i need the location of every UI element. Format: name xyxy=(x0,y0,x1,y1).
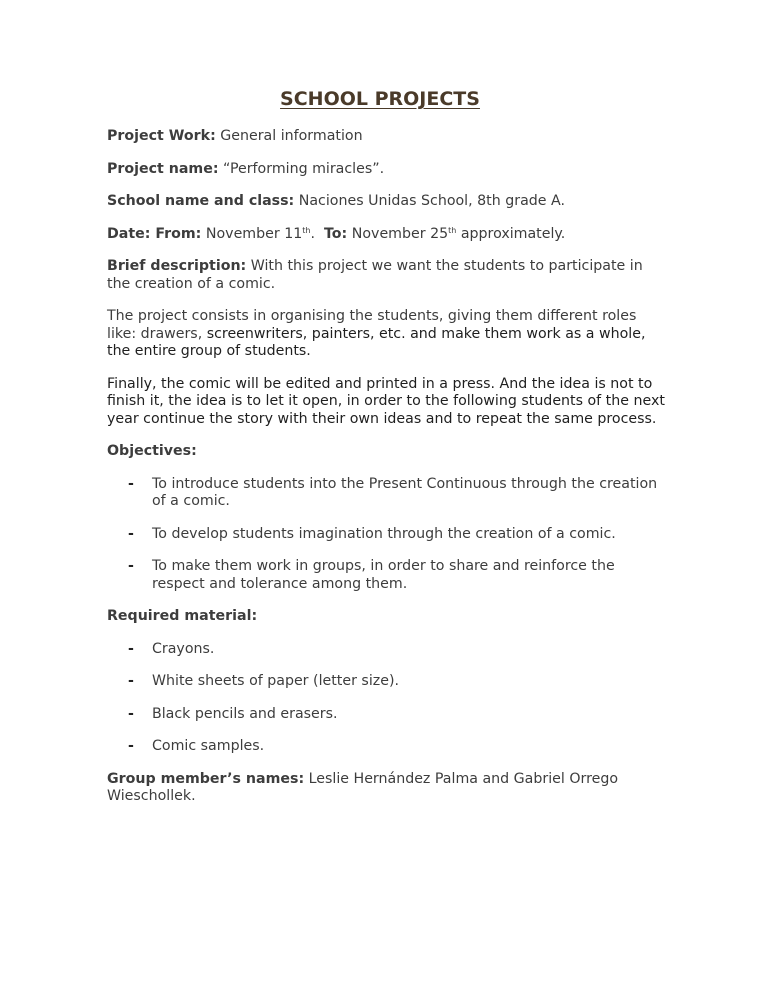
list-item xyxy=(107,558,667,593)
material-list xyxy=(107,641,667,756)
page-title: SCHOOL PROJECTS xyxy=(280,88,480,110)
project-work-value: General information xyxy=(220,128,363,144)
brief-value: With this project we want the students to participate in the creation of a comic. xyxy=(107,258,643,292)
date-from-label: Date: From: xyxy=(107,225,202,242)
material-text: White sheets of paper (letter size). xyxy=(152,673,399,689)
project-work-line xyxy=(107,128,667,146)
material-text: Black pencils and erasers. xyxy=(152,705,338,722)
project-work-label: Project Work: xyxy=(107,128,216,144)
date-to-label: To: xyxy=(324,225,348,242)
date-to-sup: th xyxy=(448,225,457,235)
project-name-value: “Performing miracles”. xyxy=(223,160,385,177)
objectives-heading: Objectives: xyxy=(107,443,197,459)
paragraph-organising-part1: The project consists in organising the students, giving them different roles like: drawers, xyxy=(107,308,637,342)
dash-bullet: - xyxy=(128,673,134,689)
date-from-sup: th xyxy=(302,225,311,235)
list-item xyxy=(107,526,667,544)
date-to-value: November 25 xyxy=(351,225,449,242)
list-item xyxy=(107,738,667,756)
dash-bullet: - xyxy=(128,525,134,542)
material-heading: Required material: xyxy=(107,608,258,624)
date-to-suffix: approximately. xyxy=(456,225,566,242)
date-line xyxy=(107,226,667,244)
date-from-suffix: . xyxy=(310,225,315,242)
list-item xyxy=(107,641,667,659)
paragraph-organising xyxy=(107,308,667,361)
objective-text: To introduce students into the Present Continuous through the creation of a comic. xyxy=(152,475,658,509)
objective-text: To develop students imagination through the creation of a comic. xyxy=(152,525,616,542)
school-line xyxy=(107,193,667,211)
dash-bullet: - xyxy=(128,705,134,722)
dash-bullet: - xyxy=(128,475,134,492)
list-item xyxy=(107,476,667,511)
project-name-line xyxy=(107,161,667,179)
project-name-label: Project name: xyxy=(107,160,219,177)
list-item xyxy=(107,673,667,691)
school-value: Naciones Unidas School, 8th grade A. xyxy=(298,193,565,209)
list-item xyxy=(107,706,667,724)
objective-text: To make them work in groups, in order to share and reinforce the respect and tolerance among them. xyxy=(152,558,615,592)
school-label: School name and class: xyxy=(107,193,295,209)
objectives-list xyxy=(107,476,667,594)
document-body xyxy=(107,128,667,806)
brief-description xyxy=(107,258,667,293)
dash-bullet: - xyxy=(128,558,134,574)
members-line xyxy=(107,771,667,806)
paragraph-organising-part2: screenwriters, painters, etc. and make them work as a whole, the entire group of students. xyxy=(107,325,646,359)
brief-label: Brief description: xyxy=(107,258,247,274)
material-text: Comic samples. xyxy=(152,738,265,754)
dash-bullet: - xyxy=(128,738,134,754)
dash-bullet: - xyxy=(128,640,134,657)
date-from-value: November 11 xyxy=(205,225,303,242)
members-label: Group member’s names: xyxy=(107,770,305,787)
paragraph-finally: Finally, the comic will be edited and printed in a press. And the idea is not to finish it, the idea is to let it open, in order to the following students of the next year continue the story with their own ideas and to repeat the same process. xyxy=(107,375,665,427)
material-text: Crayons. xyxy=(152,640,215,657)
members-value: Leslie Hernández Palma and Gabriel Orrego Wieschollek. xyxy=(107,770,619,804)
